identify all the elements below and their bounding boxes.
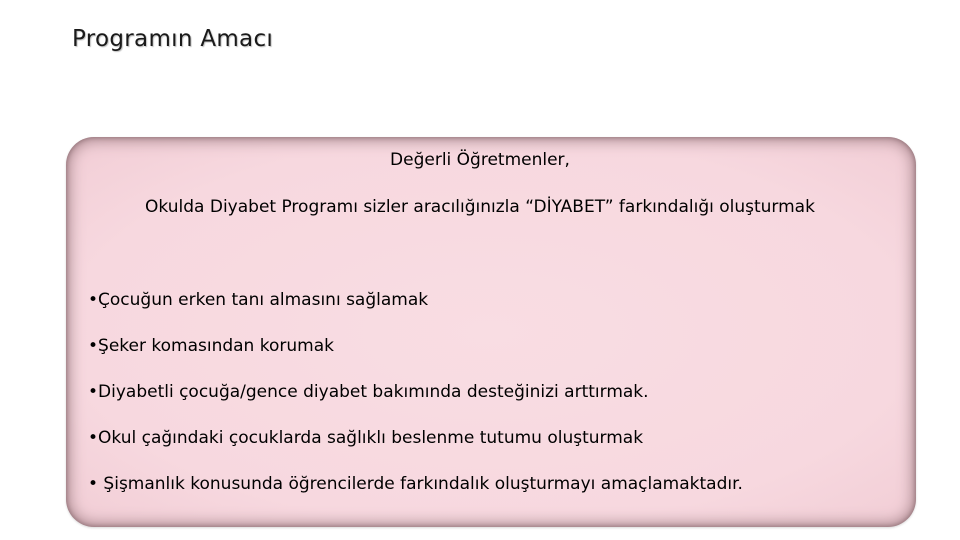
slide-title: Programın Amacı bbox=[72, 26, 274, 52]
goal-item-early-diagnosis: •Çocuğun erken tanı almasını sağlamak bbox=[88, 290, 429, 310]
goal-item-healthy-eating: •Okul çağındaki çocuklarda sağlıklı beslenme tutumu oluşturmak bbox=[88, 428, 644, 448]
greeting-text: Değerli Öğretmenler, bbox=[390, 150, 570, 170]
goal-item-care-support: •Diyabetli çocuğa/gence diyabet bakımında desteğinizi arttırmak. bbox=[88, 382, 649, 402]
goal-list bbox=[88, 288, 743, 518]
goal-item-obesity-awareness: • Şişmanlık konusunda öğrencilerde farkındalık oluşturmayı amaçlamaktadır. bbox=[88, 474, 743, 494]
goal-item-coma-prevention: •Şeker komasından korumak bbox=[88, 336, 334, 356]
intro-text: Okulda Diyabet Programı sizler aracılığınızla “DİYABET” farkındalığı oluşturmak bbox=[145, 197, 815, 217]
